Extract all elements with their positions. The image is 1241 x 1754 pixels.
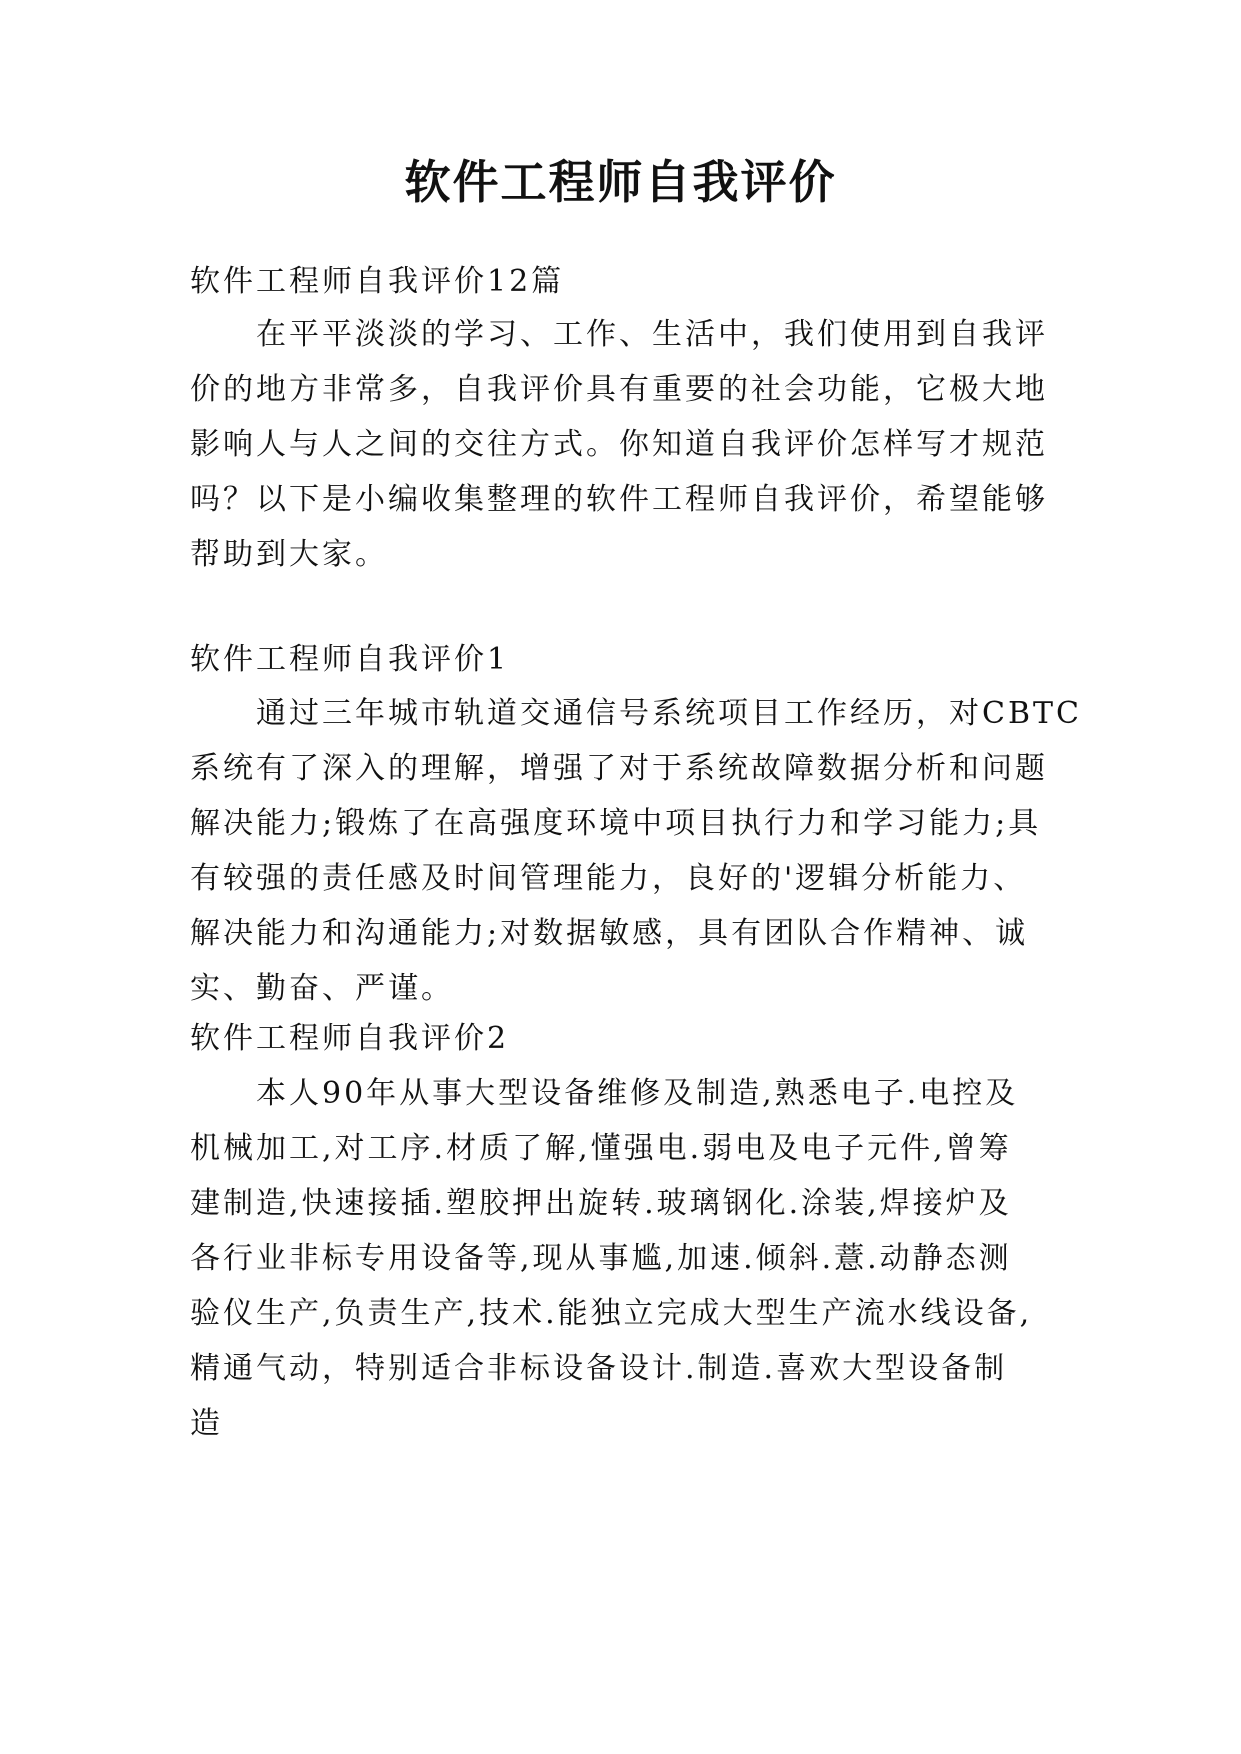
paragraph-line: 系统有了深入的理解，增强了对于系统故障数据分析和问题	[190, 751, 1048, 786]
section-heading: 软件工程师自我评价1	[190, 642, 510, 677]
paragraph-line: 解决能力和沟通能力;对数据敏感，具有团队合作精神、诚	[190, 916, 1029, 951]
paragraph-line: 精通气动，特别适合非标设备设计.制造.喜欢大型设备制	[190, 1351, 1008, 1386]
intro-line: 价的地方非常多，自我评价具有重要的社会功能，它极大地	[190, 372, 1048, 407]
paragraph-line: 实、勤奋、严谨。	[190, 971, 454, 1006]
intro-line: 影响人与人之间的交往方式。你知道自我评价怎样写才规范	[190, 427, 1048, 462]
paragraph-line: 机械加工,对工序.材质了解,懂强电.弱电及电子元件,曾筹	[190, 1131, 1012, 1166]
paragraph-line: 各行业非标专用设备等,现从事尴,加速.倾斜.薏.动静态测	[190, 1241, 1012, 1276]
paragraph-line: 通过三年城市轨道交通信号系统项目工作经历，对CBTC	[256, 696, 1082, 731]
intro-line: 在平平淡淡的学习、工作、生活中，我们使用到自我评	[256, 317, 1048, 352]
paragraph-line: 造	[190, 1406, 223, 1441]
paragraph-line: 建制造,快速接插.塑胶押出旋转.玻璃钢化.涂装,焊接炉及	[190, 1186, 1012, 1221]
paragraph-line: 解决能力;锻炼了在高强度环境中项目执行力和学习能力;具	[190, 806, 1042, 841]
page-title: 软件工程师自我评价	[404, 155, 837, 209]
paragraph-line: 本人90年从事大型设备维修及制造,熟悉电子.电控及	[256, 1076, 1019, 1111]
paragraph-line: 验仪生产,负责生产,技术.能独立完成大型生产流水线设备,	[190, 1296, 1033, 1331]
intro-line: 吗？以下是小编收集整理的软件工程师自我评价，希望能够	[190, 482, 1048, 517]
subtitle: 软件工程师自我评价12篇	[190, 264, 565, 299]
paragraph-line: 有较强的责任感及时间管理能力，良好的'逻辑分析能力、	[190, 861, 1027, 896]
intro-line: 帮助到大家。	[190, 537, 388, 572]
section-heading: 软件工程师自我评价2	[190, 1021, 510, 1056]
